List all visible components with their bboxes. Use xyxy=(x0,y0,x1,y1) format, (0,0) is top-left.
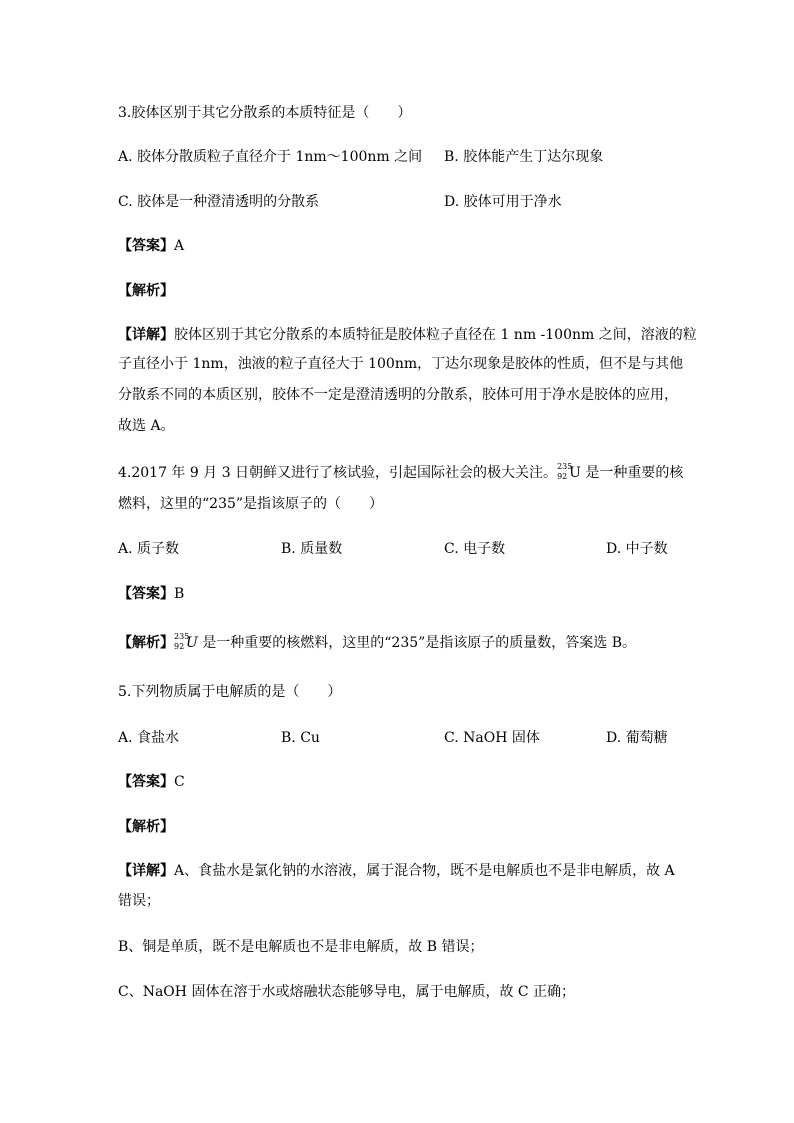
q5-detail-line-4: C、NaOH 固体在溶于水或熔融状态能够导电，属于电解质，故 C 正确； xyxy=(118,984,576,1000)
q5-option-c: C. NaOH 固体 xyxy=(444,730,540,746)
q3-analysis-tag xyxy=(118,281,174,301)
answer-tag: 【答案】 xyxy=(118,774,174,790)
q3-detail-line-2: 子直径小于 1nm，浊液的粒子直径大于 100nm，丁达尔现象是胶体的性质，但不是与其他 xyxy=(118,356,684,372)
q4-analysis xyxy=(118,633,636,653)
answer-tag: 【答案】 xyxy=(118,586,174,602)
q4-option-b: B. 质量数 xyxy=(281,541,343,557)
q5-answer xyxy=(118,772,185,792)
q5-analysis-tag xyxy=(118,817,174,837)
q3-option-d: D. 胶体可用于净水 xyxy=(444,194,562,210)
q5-option-b: B. Cu xyxy=(281,730,320,746)
detail-tag: 【详解】 xyxy=(118,327,174,343)
detail-text: 胶体区别于其它分散系的本质特征是胶体粒子直径在 1 nm -100nm 之间，溶液的粒 xyxy=(174,327,697,343)
q5-option-a: A. 食盐水 xyxy=(118,730,180,746)
isotope-notation xyxy=(557,462,573,483)
answer-value: C xyxy=(174,774,185,790)
detail-text: A、食盐水是氯化钠的水溶液，属于混合物，既不是电解质也不是非电解质，故 A xyxy=(174,863,675,879)
q4-stem-line-2: 燃料，这里的“235”是指该原子的（ ） xyxy=(118,496,384,512)
isotope-symbol: U xyxy=(569,465,581,481)
isotope-notation xyxy=(174,632,190,653)
q3-option-c: C. 胶体是一种澄清透明的分散系 xyxy=(118,194,320,210)
isotope-symbol: U xyxy=(186,635,198,651)
answer-value: B xyxy=(174,586,185,602)
isotope-number: 92 xyxy=(174,642,185,651)
q4-stem-line-1 xyxy=(118,463,683,483)
detail-tag: 【详解】 xyxy=(118,863,174,879)
q3-detail-line-4: 故选 A。 xyxy=(118,418,175,434)
q3-answer xyxy=(118,236,184,256)
q4-option-d: D. 中子数 xyxy=(606,541,668,557)
answer-tag: 【答案】 xyxy=(118,238,174,254)
isotope-mass: 235 xyxy=(557,462,573,471)
q4-stem-text: 4.2017 年 9 月 3 日朝鲜又进行了核试验，引起国际社会的极大关注。 xyxy=(118,465,558,481)
q3-option-a: A. 胶体分散质粒子直径介于 1nm～100nm 之间 xyxy=(118,149,423,165)
isotope-mass: 235 xyxy=(174,632,190,641)
answer-value: A xyxy=(174,238,185,254)
analysis-tag: 【解析】 xyxy=(118,819,174,835)
analysis-tag: 【解析】 xyxy=(118,635,174,651)
q4-option-a: A. 质子数 xyxy=(118,541,180,557)
q4-answer xyxy=(118,584,184,604)
q5-detail-line-3: B、铜是单质，既不是电解质也不是非电解质，故 B 错误； xyxy=(118,939,484,955)
analysis-text: 是一种重要的核燃料，这里的“235”是指该原子的质量数，答案选 B。 xyxy=(197,635,637,651)
q3-stem: 3.胶体区别于其它分散系的本质特征是（ ） xyxy=(118,105,412,121)
q3-detail-line-3: 分散系不同的本质区别，胶体不一定是澄清透明的分散系，胶体可用于净水是胶体的应用， xyxy=(118,387,678,403)
q5-stem: 5.下列物质属于电解质的是（ ） xyxy=(118,684,342,700)
q5-detail-line-1 xyxy=(118,861,675,881)
q3-detail-line-1 xyxy=(118,325,697,345)
q5-option-d: D. 葡萄糖 xyxy=(606,730,668,746)
q4-option-c: C. 电子数 xyxy=(444,541,506,557)
q5-detail-line-2: 错误； xyxy=(118,893,160,909)
isotope-number: 92 xyxy=(557,472,568,481)
q3-option-b: B. 胶体能产生丁达尔现象 xyxy=(444,149,604,165)
analysis-tag: 【解析】 xyxy=(118,283,174,299)
q4-stem-text-b: 是一种重要的核 xyxy=(580,465,684,481)
